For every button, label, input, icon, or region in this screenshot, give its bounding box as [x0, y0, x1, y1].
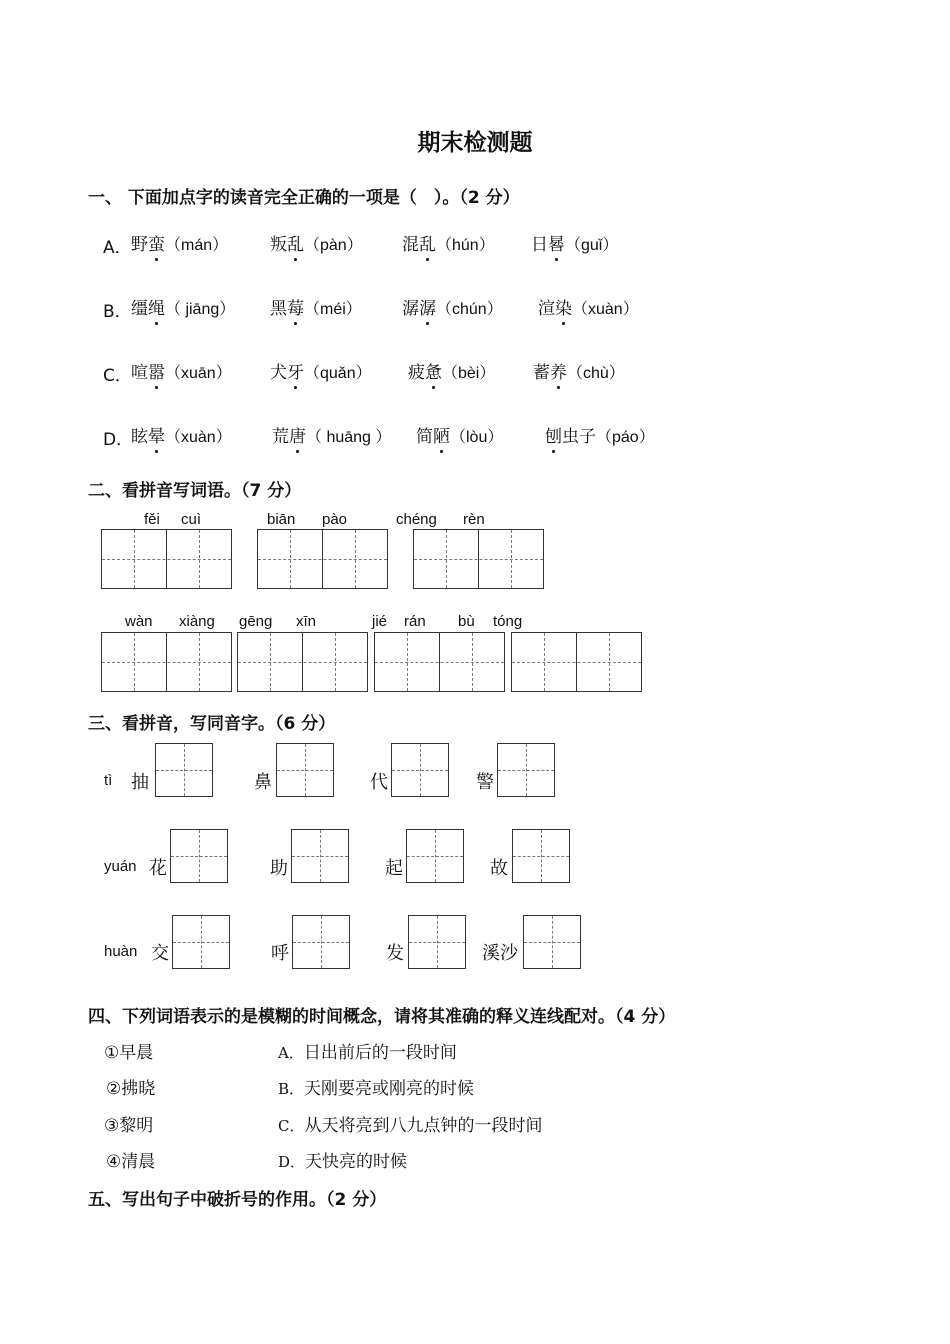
pinyin-label: xīn [296, 613, 317, 630]
character-prompt: 花 [149, 858, 167, 879]
pinyin-label: wàn [125, 613, 153, 630]
answer-cell[interactable] [172, 915, 230, 969]
character-prompt: 代 [370, 772, 388, 793]
character-prompt: 起 [385, 858, 403, 879]
option-word: 眩晕（xuàn） [131, 427, 232, 447]
option-word: 叛乱（pàn） [270, 235, 363, 255]
pinyin-label: pào [322, 511, 348, 528]
character-prompt: 溪沙 [482, 943, 518, 964]
writing-grid[interactable] [413, 529, 544, 589]
option-label: A． [103, 238, 132, 258]
option-word: 疲惫（bèi） [408, 363, 496, 383]
option-word: 犬牙（quǎn） [270, 363, 372, 383]
pinyin-label: cuì [181, 511, 202, 528]
answer-cell[interactable] [408, 915, 466, 969]
answer-cell[interactable] [512, 829, 570, 883]
q1-heading: 一、 下面加点字的读音完全正确的一项是（ ）。（2 分） [88, 188, 520, 208]
match-right-item[interactable]: D．天快亮的时候 [278, 1152, 408, 1172]
option-word: 潺潺（chún） [402, 299, 503, 319]
writing-grid[interactable] [257, 529, 388, 589]
q3-heading: 三、看拼音，写同音字。（6 分） [88, 714, 336, 734]
answer-cell[interactable] [155, 743, 213, 797]
pinyin-label: bù [458, 613, 475, 630]
option-word: 荒唐（ huāng ） [272, 427, 392, 447]
pinyin-label: jié [372, 613, 388, 630]
q4-heading: 四、下列词语表示的是模糊的时间概念，请将其准确的释义连线配对。（4 分） [88, 1007, 676, 1027]
option-label: C． [103, 366, 132, 386]
pinyin-label: fěi [144, 511, 160, 528]
pinyin-label: chéng [396, 511, 437, 528]
answer-cell[interactable] [276, 743, 334, 797]
answer-cell[interactable] [292, 915, 350, 969]
match-left-item[interactable]: ④清晨 [106, 1152, 156, 1172]
q2-heading: 二、看拼音写词语。（7 分） [88, 481, 302, 501]
match-left-item[interactable]: ③黎明 [104, 1116, 154, 1136]
pinyin-label: biān [267, 511, 296, 528]
answer-cell[interactable] [391, 743, 449, 797]
answer-cell[interactable] [406, 829, 464, 883]
pinyin-label: xiàng [179, 613, 215, 630]
option-word: 缰绳（ jiāng） [131, 299, 236, 319]
pinyin-label: tóng [493, 613, 523, 630]
character-prompt: 呼 [271, 943, 289, 964]
match-right-item[interactable]: A．日出前后的一段时间 [278, 1043, 457, 1063]
character-prompt: 发 [386, 943, 404, 964]
match-right-item[interactable]: B．天刚要亮或刚亮的时候 [278, 1079, 475, 1099]
pinyin-label: rán [404, 613, 426, 630]
answer-cell[interactable] [523, 915, 581, 969]
character-prompt: 故 [490, 858, 508, 879]
writing-grid[interactable] [101, 529, 232, 589]
answer-cell[interactable] [170, 829, 228, 883]
pinyin-label: gēng [239, 613, 273, 630]
option-word: 黑莓（méi） [270, 299, 362, 319]
writing-grid[interactable] [374, 632, 505, 692]
option-label: D． [103, 430, 134, 450]
option-word: 简陋（lòu） [416, 427, 504, 447]
character-prompt: 抽 [131, 772, 149, 793]
answer-cell[interactable] [291, 829, 349, 883]
pinyin-label: rèn [463, 511, 485, 528]
match-left-item[interactable]: ②拂晓 [106, 1079, 156, 1099]
character-prompt: 助 [270, 858, 288, 879]
option-word: 混乱（hún） [402, 235, 495, 255]
writing-grid[interactable] [511, 632, 642, 692]
character-prompt: 鼻 [254, 772, 272, 793]
option-label: B． [103, 302, 132, 322]
option-word: 刨虫子（páo） [545, 427, 655, 447]
pinyin-label: tì [104, 772, 113, 789]
q5-heading: 五、写出句子中破折号的作用。（2 分） [88, 1190, 387, 1210]
pinyin-label: yuán [104, 858, 137, 875]
option-word: 渲染（xuàn） [538, 299, 639, 319]
pinyin-label: huàn [104, 943, 138, 960]
answer-cell[interactable] [497, 743, 555, 797]
page-title: 期末检测题 [417, 130, 533, 156]
match-right-item[interactable]: C．从天将亮到八九点钟的一段时间 [278, 1116, 543, 1136]
match-left-item[interactable]: ①早晨 [104, 1043, 154, 1063]
writing-grid[interactable] [237, 632, 368, 692]
option-word: 喧嚣（xuān） [131, 363, 232, 383]
character-prompt: 警 [476, 772, 494, 793]
writing-grid[interactable] [101, 632, 232, 692]
option-word: 蓄养（chù） [533, 363, 625, 383]
character-prompt: 交 [151, 943, 169, 964]
option-word: 日晷（guǐ） [531, 235, 619, 255]
option-word: 野蛮（mán） [131, 235, 229, 255]
